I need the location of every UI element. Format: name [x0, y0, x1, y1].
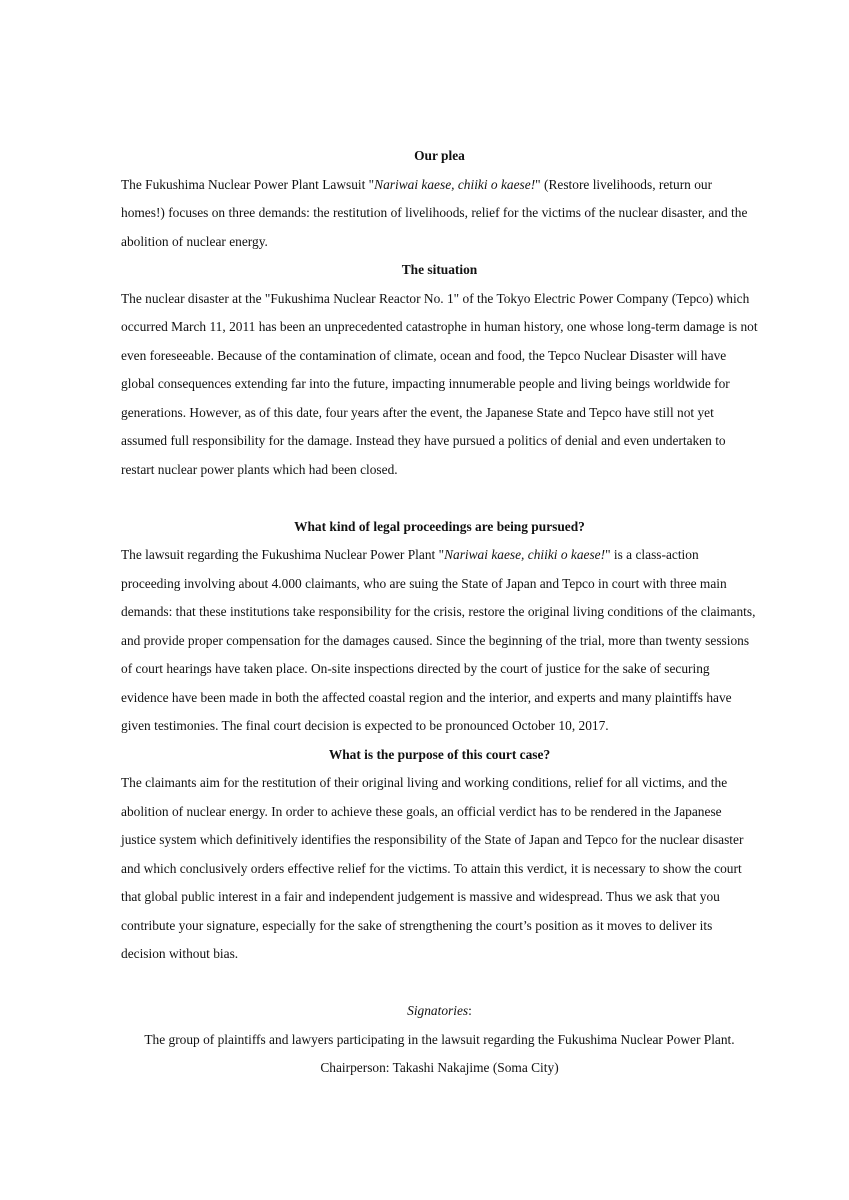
- signatories-group: The group of plaintiffs and lawyers participating in the lawsuit regarding the Fukushima Nuclear Power Plant.: [144, 1031, 735, 1047]
- spacer: [121, 969, 758, 998]
- document-page: [121, 142, 758, 1083]
- proceedings-text-end: " is a class-action proceeding involving about 4.000 claimants, who are suing the State of Japan and Tepco in court with three main demands: that these institutions take responsibility for the crisis, restore the original living conditions of the claimants, and provide proper compensation for the damages caused. Since the beginning of the trial, more than twenty sessions of court hearings have taken place. On-site inspections directed by the court of justice for the sake of securing evidence have been made in both the affected coastal region and the interior, and experts and many plaintiffs have given testimonies. The final court decision is expected to be pronounced October 10, 2017.: [121, 547, 756, 733]
- heading-purpose: What is the purpose of this court case?: [328, 746, 551, 762]
- spacer: [121, 484, 758, 513]
- signatories-colon: :: [468, 1003, 472, 1018]
- paragraph-our-plea: [121, 171, 758, 257]
- paragraph-purpose: The claimants aim for the restitution of their original living and working conditions, relief for all victims, and the abolition of nuclear energy. In order to achieve these goals, an official verdict has to be rendered in the Japanese justice system which definitively identifies the responsibility of the State of Japan and Tepco for the nuclear disaster and which conclusively orders effective relief for the victims. To attain this verdict, it is necessary to show the court that global public interest in a fair and independent judgement is massive and widespread. Thus we ask that you contribute your signature, especially for the sake of strengthening the court’s position as it moves to deliver its decision without bias.: [121, 775, 744, 961]
- proceedings-text-start: The lawsuit regarding the Fukushima Nuclear Power Plant ": [121, 547, 445, 562]
- signatories-chairperson: Chairperson: Takashi Nakajime (Soma City): [320, 1060, 559, 1075]
- plea-text-start: The Fukushima Nuclear Power Plant Lawsuit ": [121, 176, 375, 192]
- paragraph-legal-proceedings: [121, 541, 758, 741]
- heading-the-situation: The situation: [401, 262, 478, 277]
- heading-legal-proceedings: What kind of legal proceedings are being pursued?: [294, 518, 585, 534]
- paragraph-the-situation: The nuclear disaster at the "Fukushima Nuclear Reactor No. 1" of the Tokyo Electric Power Company (Tepco) which occurred March 11, 2011 has been an unprecedented catastrophe in human history, one whose long-term damage is not even foreseeable. Because of the contamination of climate, ocean and food, the Tepco Nuclear Disaster will have global consequences extending far into the future, impacting innumerable people and living beings worldwide for generations. However, as of this date, four years after the event, the Japanese State and Tepco have still not yet assumed full responsibility for the damage. Instead they have pursued a politics of denial and even undertaken to restart nuclear power plants which had been closed.: [121, 290, 758, 477]
- heading-our-plea: Our plea: [414, 148, 465, 163]
- signatories-label-line: [121, 997, 758, 1026]
- plea-text-end: " (Restore livelihoods, return our homes!) focuses on three demands: the restitution of livelihoods, relief for the victims of the nuclear disaster, and the abolition of nuclear energy.: [121, 176, 748, 249]
- proceedings-italic-slogan: Nariwai kaese, chiiki o kaese!: [444, 547, 606, 562]
- plea-italic-slogan: Nariwai kaese, chiiki o kaese!: [374, 176, 536, 192]
- signatories-label: Signatories: [407, 1003, 469, 1018]
